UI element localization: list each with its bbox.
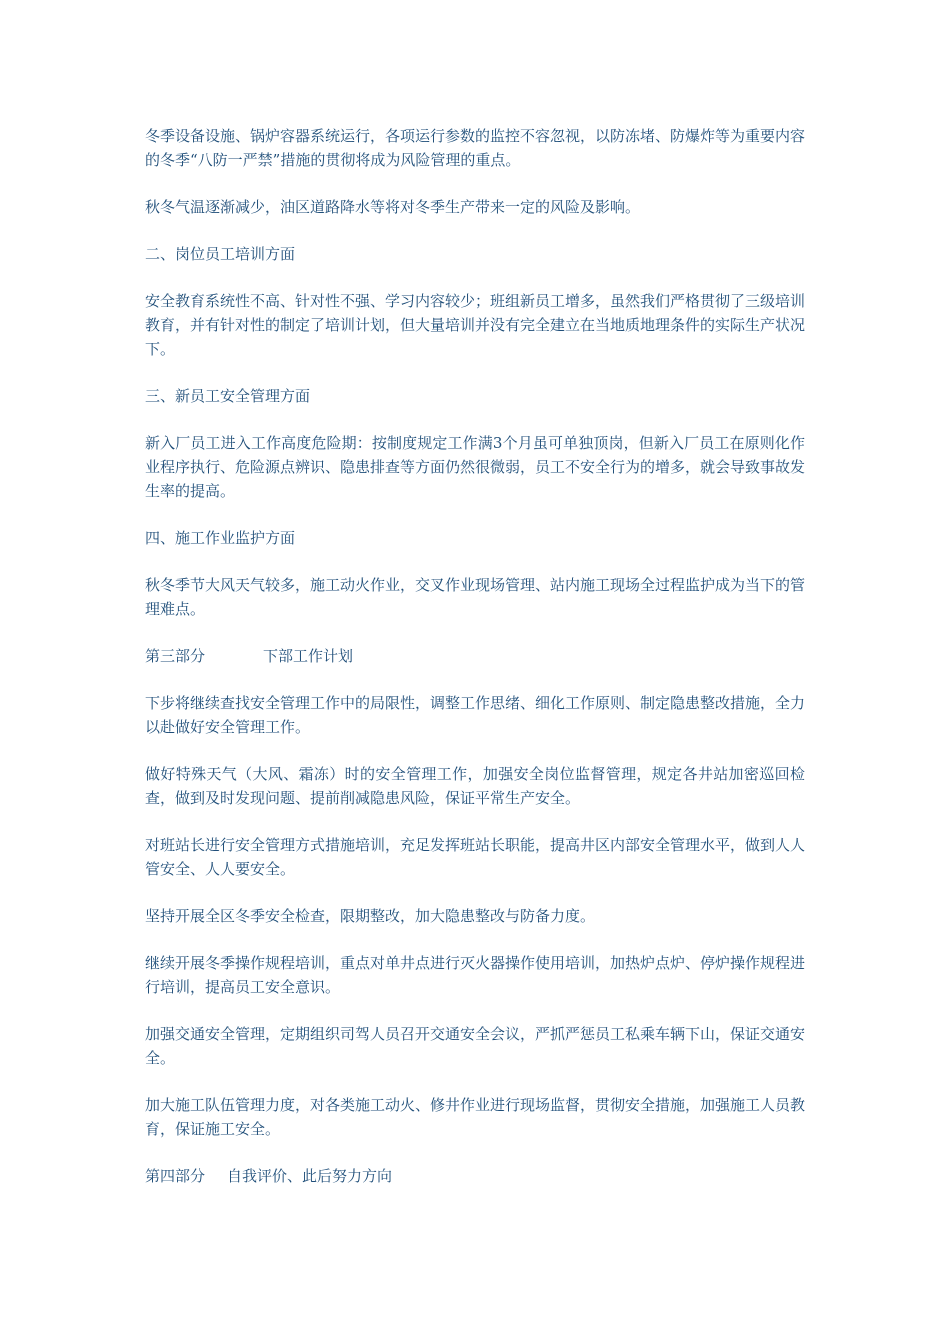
part-four-heading (145, 1164, 805, 1188)
paragraph-winter-equipment: 冬季设备设施、锅炉容器系统运行，各项运行参数的监控不容忽视，以防冻堵、防爆炸等为重要内容的冬季“八防一严禁”措施的贯彻将成为风险管理的重点。 (145, 127, 806, 169)
plan-item: 下步将继续查找安全管理工作中的局限性，调整工作思绪、细化工作原则、制定隐患整改措施，全力以赴做好安全管理工作。 (145, 694, 806, 736)
plan-item: 加强交通安全管理，定期组织司驾人员召开交通安全会议，严抓严惩员工私乘车辆下山，保证交通安全。 (145, 1025, 806, 1067)
plan-item: 做好特殊天气（大风、霜冻）时的安全管理工作，加强安全岗位监督管理，规定各井站加密巡回检查，做到及时发现问题、提前削减隐患风险，保证平常生产安全。 (145, 765, 805, 807)
section-heading-new-staff: 三、新员工安全管理方面 (145, 387, 311, 405)
plan-item: 坚持开展全区冬季安全检查，限期整改，加大隐患整改与防备力度。 (145, 907, 596, 925)
paragraph-new-staff: 新入厂员工进入工作高度危险期：按制度规定工作满3个月虽可单独顶岗，但新入厂员工在原则化作业程序执行、危险源点辨识、隐患排查等方面仍然很微弱，员工不安全行为的增多，就会导致事故发生率的提高。 (145, 434, 806, 500)
paragraph-training: 安全教育系统性不高、针对性不强、学习内容较少；班组新员工增多，虽然我们严格贯彻了三级培训教育，并有针对性的制定了培训计划，但大量培训并没有完全建立在当地质地理条件的实际生产状况下。 (145, 292, 806, 358)
part-four-label: 第四部分 (145, 1167, 206, 1185)
part-three-heading (145, 644, 805, 668)
plan-item: 加大施工队伍管理力度，对各类施工动火、修井作业进行现场监督，贯彻安全措施，加强施工人员教育，保证施工安全。 (145, 1096, 806, 1138)
part-three-title: 下部工作计划 (263, 647, 354, 665)
part-four-title: 自我评价、此后努力方向 (227, 1167, 393, 1185)
section-heading-training: 二、岗位员工培训方面 (145, 245, 296, 263)
paragraph-weather: 秋冬气温逐渐减少，油区道路降水等将对冬季生产带来一定的风险及影响。 (145, 198, 641, 216)
plan-item: 对班站长进行安全管理方式措施培训，充足发挥班站长职能，提高井区内部安全管理水平，做到人人管安全、人人要安全。 (145, 836, 806, 878)
document-body (145, 124, 805, 1211)
part-three-label: 第三部分 (145, 647, 206, 665)
plan-item: 继续开展冬季操作规程培训，重点对单井点进行灭火器操作使用培训，加热炉点炉、停炉操作规程进行培训，提高员工安全意识。 (145, 954, 806, 996)
paragraph-construction: 秋冬季节大风天气较多，施工动火作业，交叉作业现场管理、站内施工现场全过程监护成为当下的管理难点。 (145, 576, 806, 618)
section-heading-construction: 四、施工作业监护方面 (145, 529, 296, 547)
